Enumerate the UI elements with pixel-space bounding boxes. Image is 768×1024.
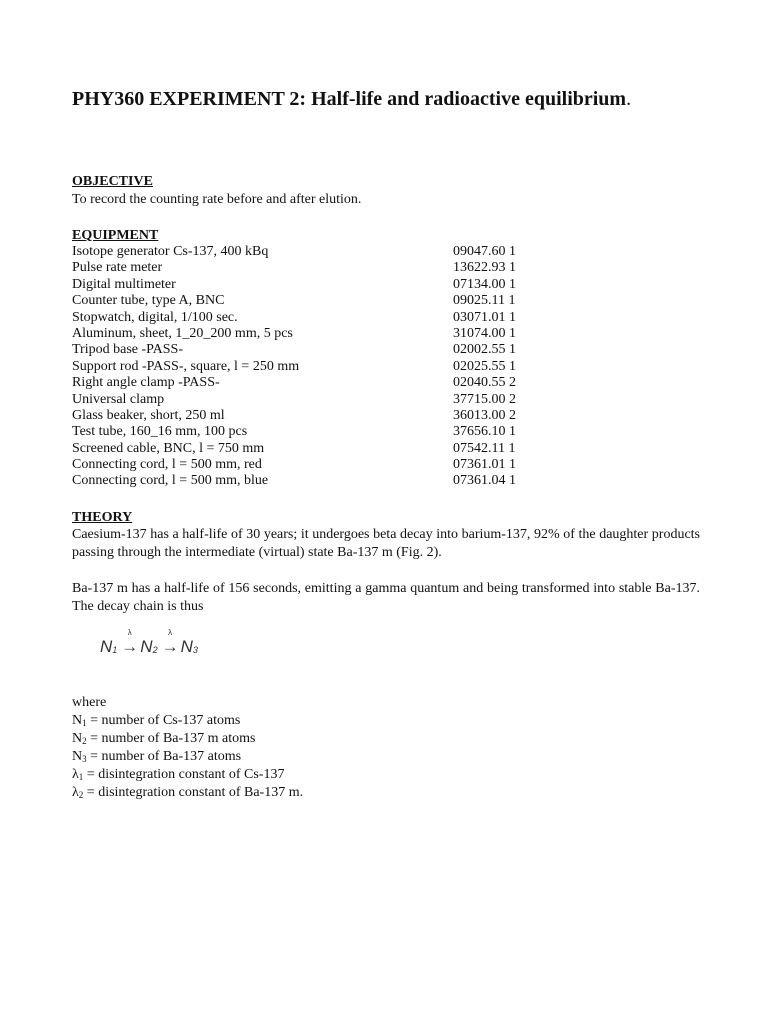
eq-arrow-2 (162, 628, 179, 657)
def-symbol: N (72, 731, 83, 746)
objective-text: To record the counting rate before and after elution. (72, 192, 362, 207)
def-subscript: 2 (78, 790, 84, 800)
equipment-code: 07134.00 1 (453, 276, 516, 292)
definition-item (72, 748, 303, 766)
equipment-code: 02025.55 1 (453, 358, 516, 374)
equipment-row (72, 424, 712, 440)
equipment-list (72, 244, 712, 490)
equipment-row (72, 244, 712, 260)
def-symbol: N (72, 713, 83, 728)
def-symbol: λ (72, 767, 79, 782)
equipment-name: Digital multimeter (72, 276, 176, 292)
definition-item (72, 730, 303, 748)
eq-n1-sub: 1 (112, 645, 118, 655)
equipment-code: 09047.60 1 (453, 244, 516, 259)
title-suffix: . (626, 88, 632, 110)
equipment-row (72, 473, 712, 489)
eq-lambda-2: λ (168, 628, 173, 637)
equipment-code: 07542.11 1 (453, 440, 516, 456)
equipment-heading: EQUIPMENT (72, 228, 159, 243)
page-title (72, 88, 631, 111)
equipment-code: 37656.10 1 (453, 424, 516, 440)
equipment-code: 36013.00 2 (453, 407, 516, 423)
equipment-code: 02040.55 2 (453, 375, 516, 391)
def-text: = number of Cs-137 atoms (86, 713, 241, 728)
equipment-row (72, 260, 712, 276)
equipment-name: Screened cable, BNC, l = 750 mm (72, 440, 265, 456)
equipment-name: Universal clamp (72, 391, 165, 407)
equipment-name: Counter tube, type A, BNC (72, 293, 225, 309)
definition-item (72, 784, 303, 802)
equipment-code: 09025.11 1 (453, 293, 516, 309)
eq-n3-sub: 3 (192, 645, 198, 655)
equipment-name: Support rod -PASS-, square, l = 250 mm (72, 358, 300, 374)
def-text: = number of Ba-137 atoms (86, 749, 242, 764)
objective-heading: OBJECTIVE (72, 174, 153, 189)
theory-paragraph-2: Ba-137 m has a half-life of 156 seconds, emitting a gamma quantum and being transformed into stable Ba-137. The decay chain is thus (72, 581, 700, 614)
equipment-name: Right angle clamp -PASS- (72, 375, 220, 391)
eq-arrow-1 (121, 628, 138, 657)
equipment-name: Pulse rate meter (72, 260, 163, 276)
equipment-row (72, 375, 712, 391)
equipment-code: 13622.93 1 (453, 260, 516, 276)
equipment-row (72, 310, 712, 326)
equipment-row (72, 326, 712, 342)
theory-heading: THEORY (72, 510, 133, 525)
equipment-name: Test tube, 160_16 mm, 100 pcs (72, 424, 248, 440)
def-text: = disintegration constant of Ba-137 m. (83, 785, 304, 800)
equipment-code: 02002.55 1 (453, 342, 516, 358)
equipment-name: Aluminum, sheet, 1_20_200 mm, 5 pcs (72, 325, 293, 341)
equipment-code: 31074.00 1 (453, 325, 516, 341)
equipment-row (72, 277, 712, 293)
where-label: where (72, 695, 107, 710)
def-text: = number of Ba-137 m atoms (86, 731, 256, 746)
eq-lambda-1: λ (127, 628, 132, 637)
eq-n1: N (100, 637, 113, 656)
equipment-name: Isotope generator Cs-137, 400 kBq (72, 244, 269, 259)
title-main: Half-life and radioactive equilibrium (311, 88, 627, 110)
equipment-row (72, 359, 712, 375)
equipment-name: Tripod base -PASS- (72, 342, 183, 358)
eq-n2-sub: 2 (152, 645, 158, 655)
theory-paragraph-1: Caesium-137 has a half-life of 30 years; it undergoes beta decay into barium-137, 92% of the daughter products passing through the intermediate (virtual) state Ba-137 m (Fig. 2). (72, 527, 700, 560)
eq-arrow-glyph-2: → (161, 637, 179, 656)
equipment-name: Connecting cord, l = 500 mm, red (72, 457, 262, 473)
def-symbol: N (72, 749, 83, 764)
def-symbol: λ (72, 785, 79, 800)
equipment-row (72, 408, 712, 424)
def-text: = disintegration constant of Cs-137 (83, 767, 285, 782)
definition-item (72, 766, 303, 784)
eq-n2: N (140, 637, 153, 656)
equipment-row (72, 392, 712, 408)
eq-n3: N (180, 637, 193, 656)
equipment-code: 03071.01 1 (453, 309, 516, 325)
title-prefix: PHY360 EXPERIMENT 2: (72, 88, 312, 110)
decay-chain-equation (100, 628, 200, 657)
equipment-name: Stopwatch, digital, 1/100 sec. (72, 309, 238, 325)
equipment-name: Glass beaker, short, 250 ml (72, 407, 225, 423)
definition-list (72, 712, 303, 802)
def-subscript: 2 (82, 736, 87, 746)
equipment-row (72, 457, 712, 473)
equipment-name: Connecting cord, l = 500 mm, blue (72, 473, 269, 489)
equipment-row (72, 441, 712, 457)
equipment-code: 07361.04 1 (453, 473, 516, 489)
equipment-row (72, 342, 712, 358)
equipment-code: 37715.00 2 (453, 391, 516, 407)
definition-item (72, 712, 303, 730)
def-subscript: 1 (82, 718, 87, 728)
equipment-code: 07361.01 1 (453, 457, 516, 473)
eq-arrow-glyph-1: → (121, 637, 139, 656)
definitions (72, 694, 303, 802)
equipment-row (72, 293, 712, 309)
def-subscript: 1 (78, 772, 84, 782)
def-subscript: 3 (82, 754, 87, 764)
